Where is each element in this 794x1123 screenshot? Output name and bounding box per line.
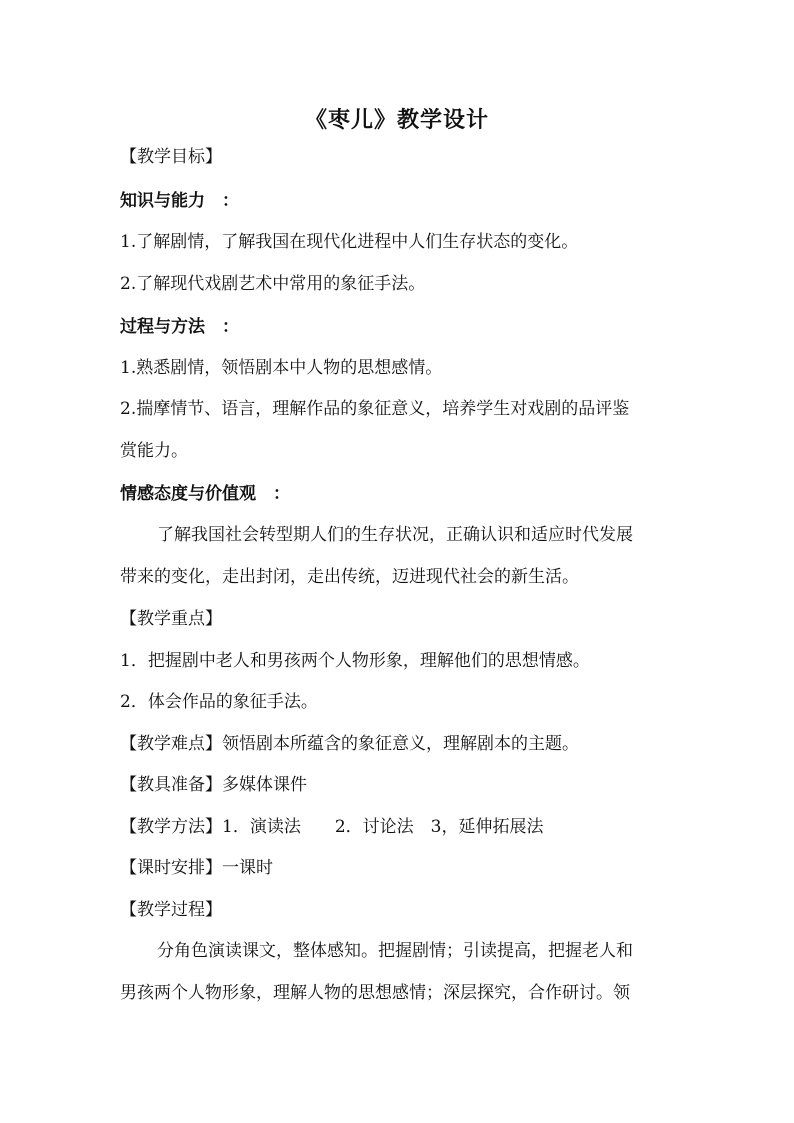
process-item-2-cont: 赏能力。 <box>120 441 188 461</box>
difficult-point: 【教学难点】领悟剧本所蕴含的象征意义，理解剧本的主题。 <box>120 734 579 754</box>
heading-key-points: 【教学重点】 <box>120 609 222 629</box>
process-paragraph-line-1: 分角色演读课文，整体感知。把握剧情；引读提高，把握老人和 <box>157 941 633 961</box>
process-paragraph-line-2: 男孩两个人物形象，理解人物的思想感情；深层探究，合作研讨。领 <box>120 983 630 1003</box>
subheading-process-method: 过程与方法 ： <box>120 317 239 337</box>
goal-item-2: 2.了解现代戏剧艺术中常用的象征手法。 <box>120 274 426 294</box>
key-point-2: 2．体会作品的象征手法。 <box>120 692 318 712</box>
teaching-aids: 【教具准备】多媒体课件 <box>120 775 307 795</box>
process-item-2: 2.揣摩情节、语言，理解作品的象征意义，培养学生对戏剧的品评鉴 <box>120 399 630 419</box>
key-point-1: 1．把握剧中老人和男孩两个人物形象，理解他们的思想情感。 <box>120 651 590 671</box>
heading-teaching-goals: 【教学目标】 <box>120 147 222 167</box>
process-item-1: 1.熟悉剧情，领悟剧本中人物的思想感情。 <box>120 358 443 378</box>
document-title: 《枣儿》教学设计 <box>304 108 489 133</box>
goal-item-1: 1.了解剧情，了解我国在现代化进程中人们生存状态的变化。 <box>120 232 579 252</box>
subheading-knowledge-ability: 知识与能力 ： <box>120 191 239 211</box>
subheading-emotion-values: 情感态度与价值观 ： <box>120 484 290 504</box>
teaching-methods: 【教学方法】1．演读法 2．讨论法 3，延伸拓展法 <box>120 817 544 837</box>
class-hours: 【课时安排】一课时 <box>120 858 273 878</box>
emotion-paragraph-line-1: 了解我国社会转型期人们的生存状况，正确认识和适应时代发展 <box>157 525 633 545</box>
emotion-paragraph-line-2: 带来的变化，走出封闭，走出传统，迈进现代社会的新生活。 <box>120 567 579 587</box>
heading-teaching-process: 【教学过程】 <box>120 900 222 920</box>
